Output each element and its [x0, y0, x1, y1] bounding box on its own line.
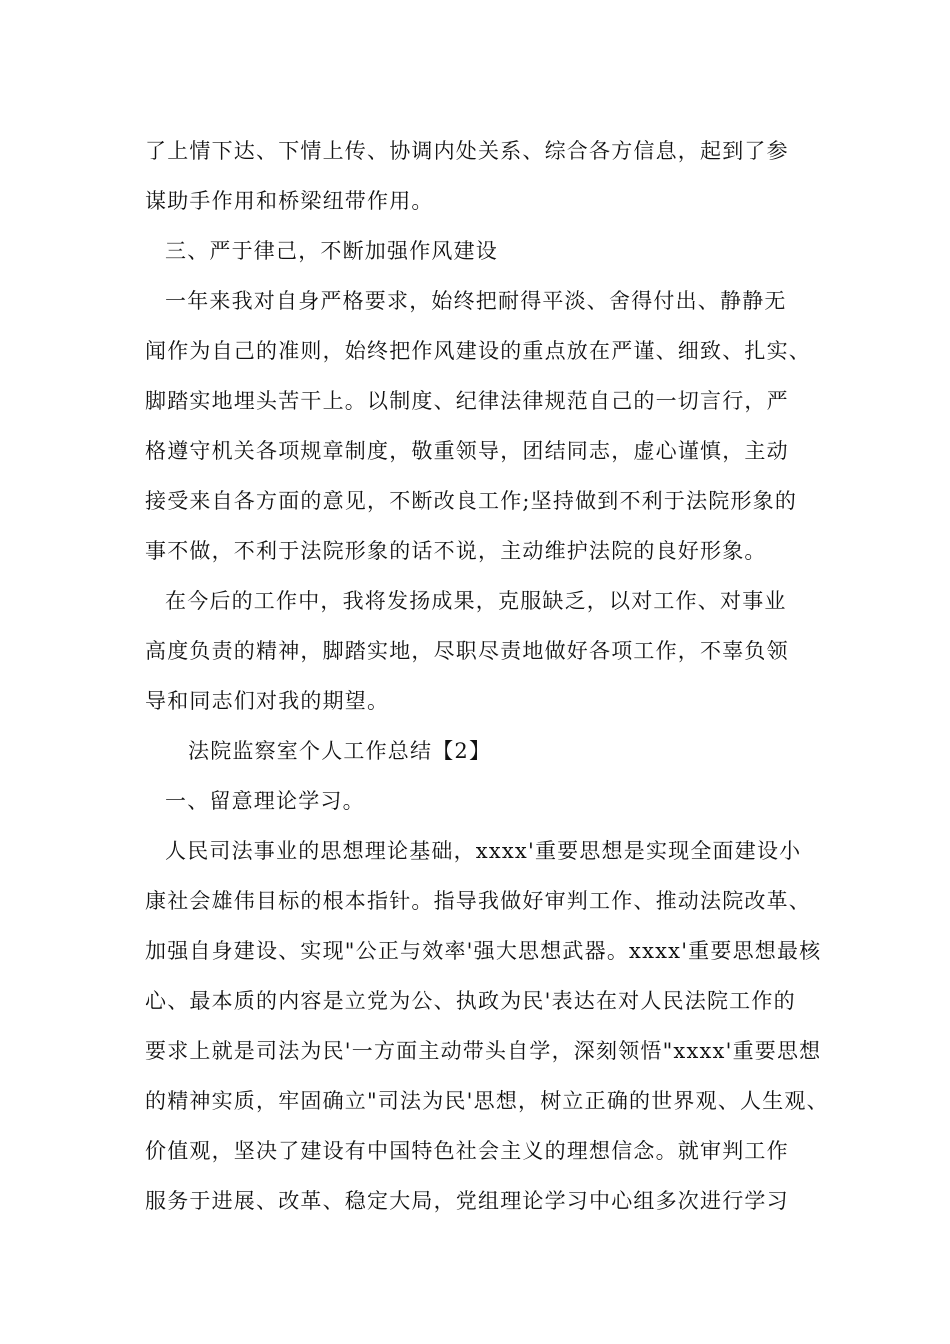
section-heading: 三、严于律己，不断加强作风建设 — [165, 239, 498, 263]
paragraph-line: 格遵守机关各项规章制度，敬重领导，团结同志，虚心谨慎，主动 — [145, 439, 789, 463]
paragraph-line: 导和同志们对我的期望。 — [145, 689, 390, 713]
paragraph-line: 要求上就是司法为民'一方面主动带头自学，深刻领悟"xxxx'重要思想 — [145, 1039, 822, 1063]
paragraph-line: 闻作为自己的准则，始终把作风建设的重点放在严谨、细致、扎实、 — [145, 339, 811, 363]
paragraph-line: 价值观，坚决了建设有中国特色社会主义的理想信念。就审判工作 — [145, 1139, 789, 1163]
paragraph-line: 谋助手作用和桥梁纽带作用。 — [145, 189, 434, 213]
paragraph-line: 人民司法事业的思想理论基础，xxxx'重要思想是实现全面建设小 — [165, 839, 802, 863]
paragraph-line: 加强自身建设、实现"公正与效率'强大思想武器。xxxx'重要思想最核 — [145, 939, 822, 963]
paragraph-line: 一年来我对自身严格要求，始终把耐得平淡、舍得付出、静静无 — [165, 289, 787, 313]
section-heading: 一、留意理论学习。 — [165, 789, 365, 813]
paragraph-line: 高度负责的精神，脚踏实地，尽职尽责地做好各项工作，不辜负领 — [145, 639, 789, 663]
document-title: 法院监察室个人工作总结【2】 — [188, 739, 492, 763]
paragraph-line: 接受来自各方面的意见，不断改良工作;坚持做到不利于法院形象的 — [145, 489, 798, 513]
paragraph-line: 服务于进展、改革、稳定大局，党组理论学习中心组多次进行学习 — [145, 1189, 789, 1213]
paragraph-line: 了上情下达、下情上传、协调内处关系、综合各方信息，起到了参 — [145, 139, 789, 163]
paragraph-line: 事不做，不利于法院形象的话不说，主动维护法院的良好形象。 — [145, 539, 767, 563]
paragraph-line: 心、最本质的内容是立党为公、执政为民'表达在对人民法院工作的 — [145, 989, 796, 1013]
paragraph-line: 的精神实质，牢固确立"司法为民'思想，树立正确的世界观、人生观、 — [145, 1089, 829, 1113]
paragraph-line: 在今后的工作中，我将发扬成果，克服缺乏，以对工作、对事业 — [165, 589, 787, 613]
paragraph-line: 康社会雄伟目标的根本指针。指导我做好审判工作、推动法院改革、 — [145, 889, 811, 913]
paragraph-line: 脚踏实地埋头苦干上。以制度、纪律法律规范自己的一切言行，严 — [145, 389, 789, 413]
